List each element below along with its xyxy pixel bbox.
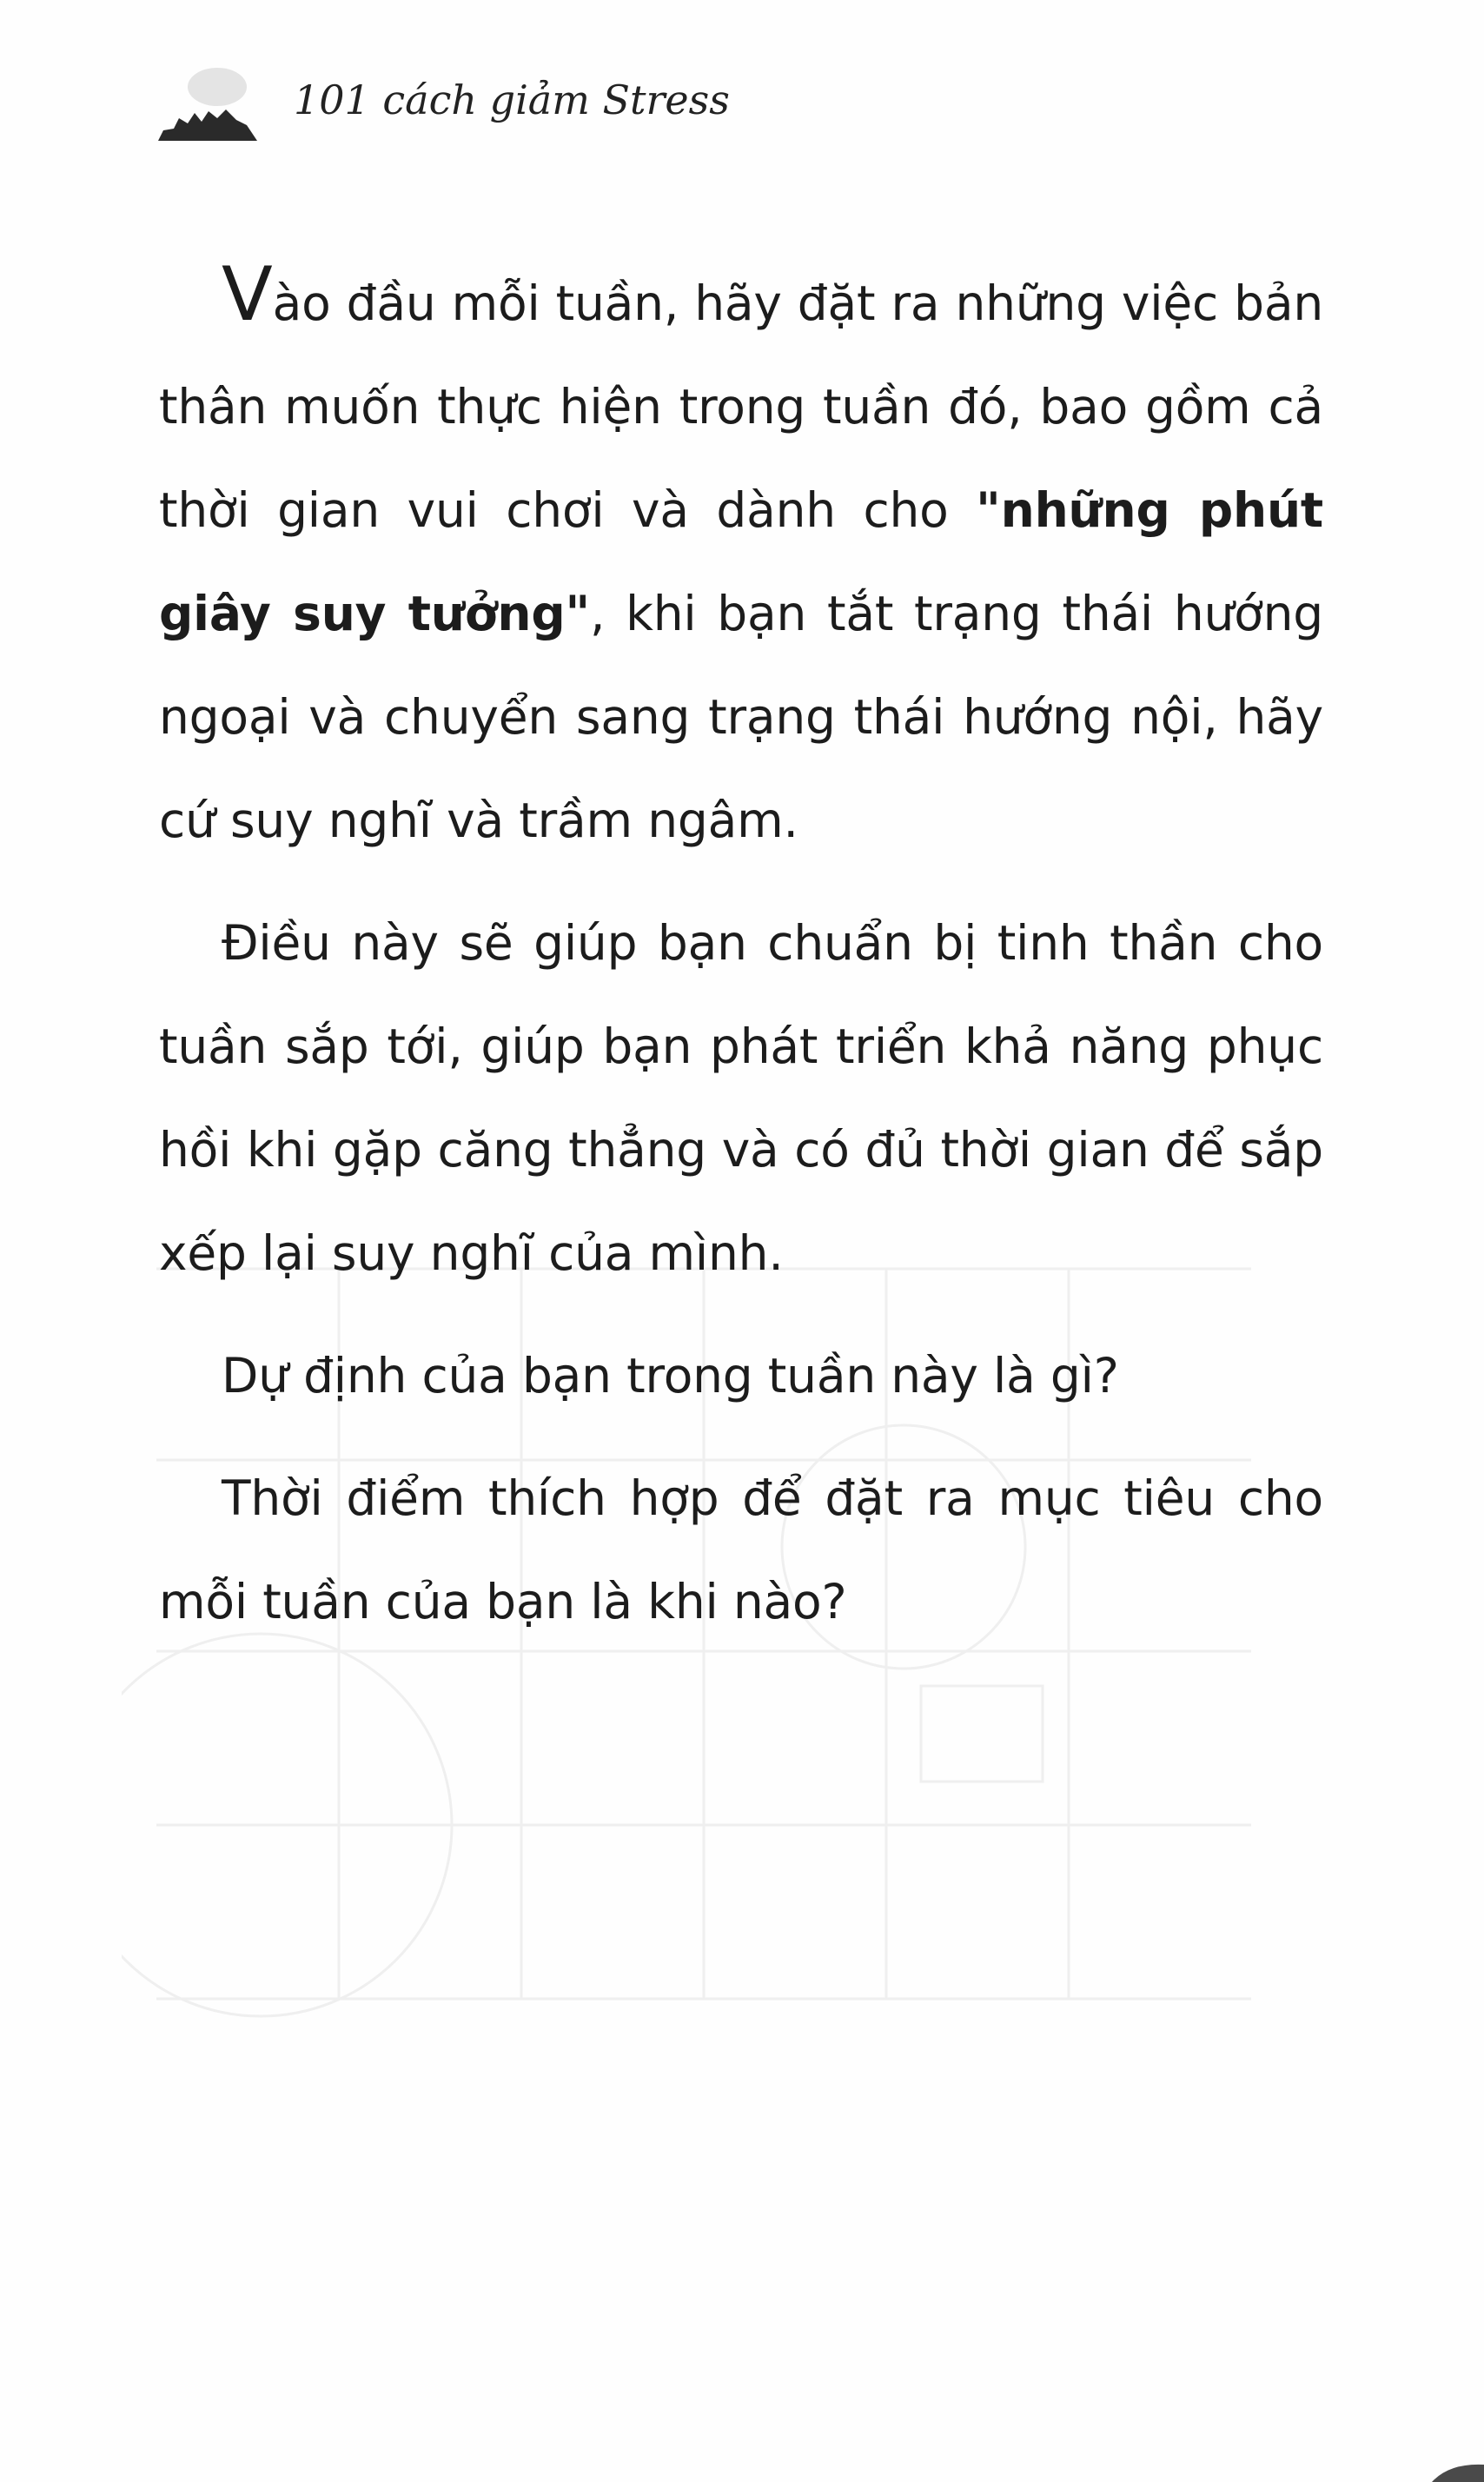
paragraph-1-text-a: ào đầu mỗi tuần, hãy đặt ra những việc bản thân muốn thực hiện trong tuần đó, bao gồm cả thời gian vui chơi và dành cho (159, 275, 1323, 538)
page-corner-mark (1432, 2456, 1484, 2482)
trees-silhouette-icon (156, 61, 261, 148)
page-content (159, 252, 1323, 1654)
paragraph-1-text-b: , khi bạn tắt trạng thái hướng ngoại và chuyển sang trạng thái hướng nội, hãy cứ suy nghĩ và trầm ngâm. (159, 586, 1324, 848)
paragraph-1-bold-phrase: "những phút giây suy tưởng" (159, 482, 1323, 641)
running-header (156, 61, 730, 156)
drop-cap: V (222, 251, 273, 338)
book-title: 101 cách giảm Stress (294, 76, 730, 123)
question-2: Thời điểm thích hợp để đặt ra mục tiêu cho mỗi tuần của bạn là khi nào? (159, 1470, 1323, 1629)
paragraph-1 (159, 252, 1323, 873)
question-1: Dự định của bạn trong tuần này là gì? (222, 1348, 1119, 1404)
paragraph-2: Điều này sẽ giúp bạn chuẩn bị tinh thần cho tuần sắp tới, giúp bạn phát triển khả năng phục hồi khi gặp căng thẳng và có đủ thời gian để sắp xếp lại suy nghĩ của mình. (159, 915, 1323, 1281)
